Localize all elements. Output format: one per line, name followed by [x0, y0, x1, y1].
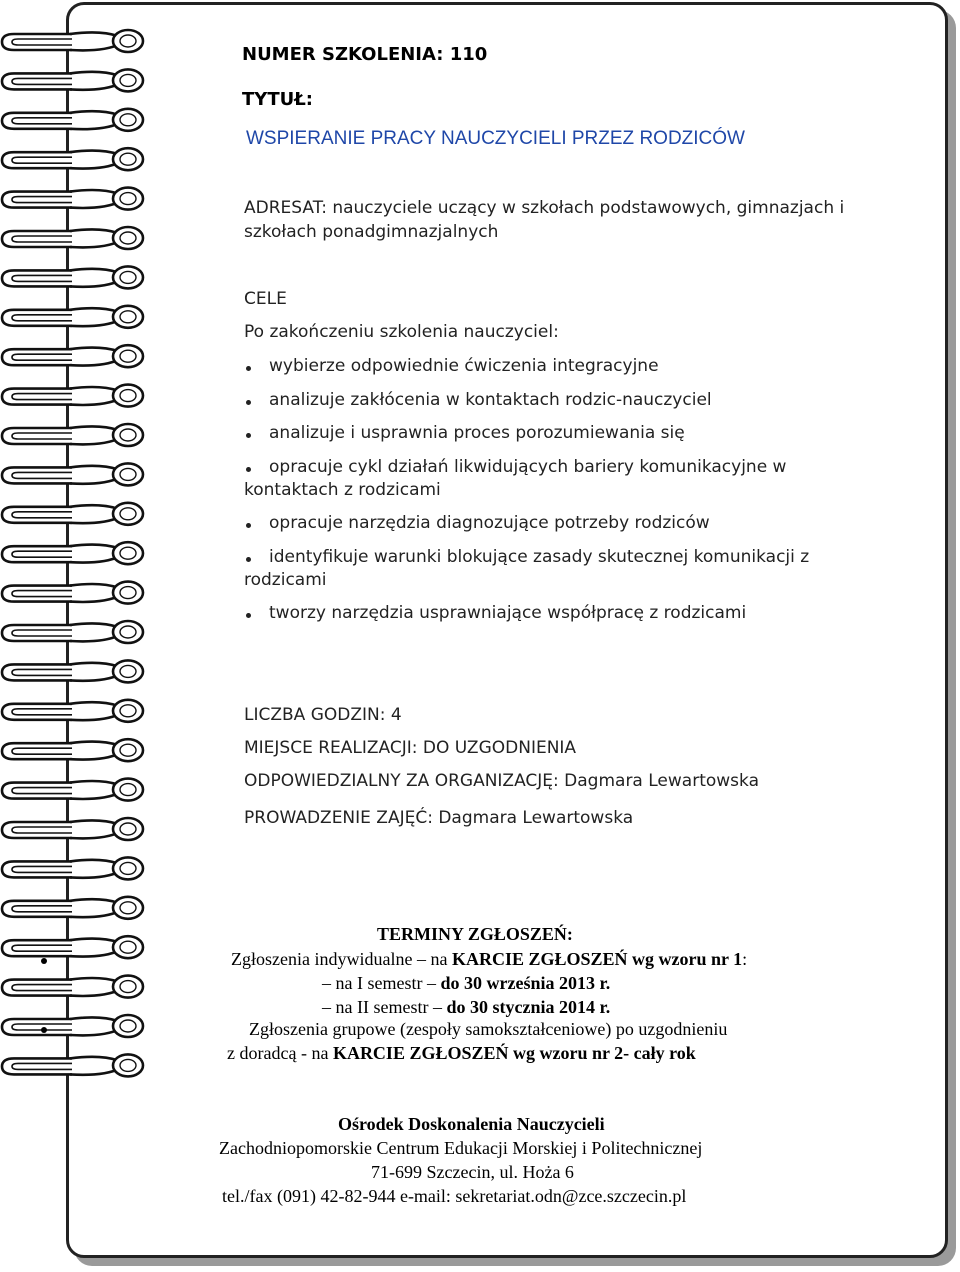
colon: : — [742, 949, 748, 969]
semester-2-label: – na II semestr – — [322, 997, 447, 1017]
contact-info: tel./fax (091) 42-82-944 e-mail: sekretariat.odn@zce.szczecin.pl — [222, 1186, 687, 1206]
goal-item: wybierze odpowiednie ćwiczenia integracyjne — [269, 356, 659, 376]
goal-item-continued: rodzicami — [244, 570, 327, 590]
semester-1-date: do 30 września 2013 r. — [440, 973, 611, 993]
goal-item-continued: kontaktach z rodzicami — [244, 480, 441, 500]
addressee-line-1: ADRESAT: nauczyciele uczący w szkołach podstawowych, gimnazjach i — [244, 198, 845, 218]
goal-item: opracuje cykl działań likwidujących bariery komunikacyjne w — [269, 457, 787, 477]
group-text: z doradcą - na — [227, 1043, 333, 1063]
individual-registration — [231, 949, 747, 970]
semester-1-deadline — [322, 973, 610, 994]
training-title: WSPIERANIE PRACY NAUCZYCIELI PRZEZ RODZICÓW — [246, 128, 745, 149]
goal-item: opracuje narzędzia diagnozujące potrzeby rodziców — [269, 513, 710, 533]
goal-item: analizuje zakłócenia w kontaktach rodzic-nauczyciel — [269, 390, 712, 410]
title-label: TYTUŁ: — [242, 89, 313, 110]
bullet-icon — [246, 613, 251, 618]
bullet-icon — [246, 557, 251, 562]
group-registration-line-2 — [227, 1043, 696, 1064]
group-registration-line-1: Zgłoszenia grupowe (zespoły samokształceniowe) po uzgodnieniu — [249, 1019, 728, 1039]
semester-1-label: – na I semestr – — [322, 973, 441, 993]
organizer: ODPOWIEDZIALNY ZA ORGANIZACJĘ: Dagmara Lewartowska — [244, 771, 759, 791]
goal-item: tworzy narzędzia usprawniające współpracę z rodzicami — [269, 603, 747, 623]
form-name-2: KARCIE ZGŁOSZEŃ wg wzoru nr 2- cały rok — [332, 1043, 696, 1063]
trainer: PROWADZENIE ZAJĘĆ: Dagmara Lewartowska — [244, 808, 634, 828]
bullet-icon — [246, 523, 251, 528]
semester-2-date: do 30 stycznia 2014 r. — [446, 997, 611, 1017]
bullet-icon — [246, 400, 251, 405]
address: 71-699 Szczecin, ul. Hoża 6 — [371, 1162, 574, 1182]
center-name: Zachodniopomorskie Centrum Edukacji Morskiej i Politechnicznej — [219, 1138, 703, 1158]
addressee-line-2: szkołach ponadgimnazjalnych — [244, 222, 499, 242]
notebook-page — [66, 2, 948, 1258]
goals-heading: CELE — [244, 289, 287, 309]
bullet-icon — [41, 1027, 47, 1033]
training-number: NUMER SZKOLENIA: 110 — [242, 44, 488, 65]
form-name-1: KARCIE ZGŁOSZEŃ wg wzoru nr 1 — [451, 949, 743, 969]
spiral-binding-icon — [0, 20, 160, 1260]
goals-intro: Po zakończeniu szkolenia nauczyciel: — [244, 322, 559, 342]
bullet-icon — [246, 467, 251, 472]
registration-heading: TERMINY ZGŁOSZEŃ: — [377, 924, 573, 944]
location: MIEJSCE REALIZACJI: DO UZGODNIENIA — [244, 738, 577, 758]
goal-item: identyfikuje warunki blokujące zasady skutecznej komunikacji z — [269, 547, 810, 567]
semester-2-deadline — [322, 997, 610, 1018]
individual-text: Zgłoszenia indywidualne – na — [231, 949, 452, 969]
goal-item: analizuje i usprawnia proces porozumiewania się — [269, 423, 685, 443]
bullet-icon — [246, 366, 251, 371]
org-name: Ośrodek Doskonalenia Nauczycieli — [338, 1114, 605, 1134]
bullet-icon — [41, 958, 47, 964]
bullet-icon — [246, 433, 251, 438]
hours-count: LICZBA GODZIN: 4 — [244, 705, 402, 725]
